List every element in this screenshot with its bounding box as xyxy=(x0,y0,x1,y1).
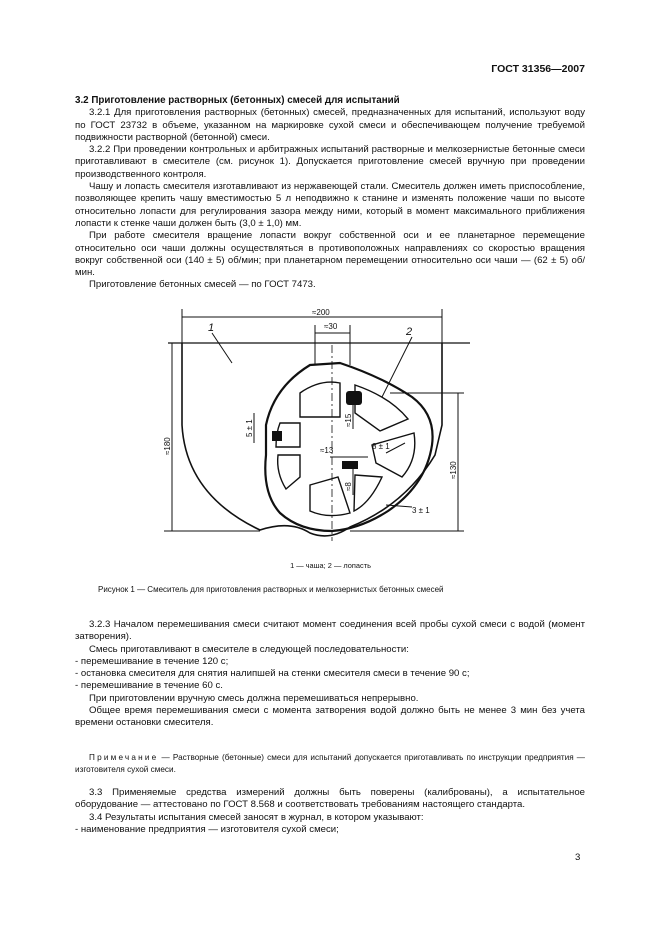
section-3-2-3 xyxy=(75,619,585,730)
section-title: 3.2 Приготовление растворных (бетонных) смесей для испытаний xyxy=(75,95,400,106)
dim-label-8b: ≈8 xyxy=(344,482,353,491)
list-item: - наименование предприятия — изготовителя сухой смеси; xyxy=(75,824,585,836)
dim-label-5: 5 ± 1 xyxy=(245,419,254,437)
label-blade: 2 xyxy=(406,326,413,338)
dim-label-15: ≈15 xyxy=(344,413,353,427)
dim-label-130: ≈130 xyxy=(449,461,458,479)
leader-line-1 xyxy=(212,333,232,363)
journal-list xyxy=(75,824,585,836)
note xyxy=(75,752,585,776)
note-text: — Растворные (бетонные) смеси для испытаний допускается приготавливать по инструкции предприятия — изготовителя сухой смеси. xyxy=(75,753,585,774)
dim-label-3: 3 ± 1 xyxy=(412,506,430,515)
paragraph-total-time: Общее время перемешивания смеси с момента затворения водой должно быть не менее 3 мин без учета времени остановки смесителя. xyxy=(75,705,585,729)
note-label: Примечание xyxy=(89,753,159,762)
label-bowl: 1 xyxy=(208,322,215,334)
mixer-figure xyxy=(150,305,480,545)
list-item: - остановка смесителя для снятия налипшей на стенки смесителя смеси в течение 90 с; xyxy=(75,668,585,680)
paragraph-sequence: Смесь приготавливают в смесителе в следующей последовательности: xyxy=(89,643,409,655)
bowl-outline xyxy=(182,343,442,536)
list-item: - перемешивание в течение 120 с; xyxy=(75,656,585,668)
dim-label-180: ≈180 xyxy=(163,437,172,455)
page-number: 3 xyxy=(575,852,581,863)
paragraph-3-4: 3.4 Результаты испытания смесей заносят в журнал, в котором указывают: xyxy=(89,812,424,823)
paragraph-3-2-1: 3.2.1 Для приготовления растворных (бетонных) смесей, предназначенных для испытаний, используют воду по ГОСТ 23732 в объеме, указанном на маркировке сухой смеси и обеспечивающем получение требуемой подвижности растворной (бетонной) смеси. xyxy=(75,107,585,143)
paragraph-bowl: Чашу и лопасть смесителя изготавливают из нержавеющей стали. Смеситель должен иметь приспособление, позволяющее крепить чашу вместимостью 5 л неподвижно к станине и изменять положение чаши по высоте относительно лопасти для регулирования зазора между ними, который в момент максимального приближения лопасти к стенке чаши должен быть (3,0 ± 1,0) мм. xyxy=(75,181,585,229)
list-item: - перемешивание в течение 60 с. xyxy=(75,680,585,692)
section-3-4 xyxy=(75,812,585,837)
sequence-list xyxy=(75,656,585,693)
dim-label-30: ≈30 xyxy=(324,322,338,331)
dim-label-8a: 8 ± 1 xyxy=(372,442,390,451)
figure-legend: 1 — чаша; 2 — лопасть xyxy=(290,561,371,570)
paragraph-3-3: 3.3 Применяемые средства измерений должны быть поверены (калиброваны), а испытательное оборудование — аттестовано по ГОСТ 8.568 и соответствовать требованиям настоящего стандарта. xyxy=(75,787,585,811)
blade-stop-left xyxy=(272,431,282,441)
paragraph-3-2-3: 3.2.3 Началом перемешивания смеси считают момент соединения всей пробы сухой смеси с водой (момент затворения). xyxy=(75,619,585,643)
dim-label-13: ≈13 xyxy=(320,446,334,455)
blade-stop-center xyxy=(342,461,358,469)
section-3-2 xyxy=(75,95,585,292)
figure-caption: Рисунок 1 — Смеситель для приготовления растворных и мелкозернистых бетонных смесей xyxy=(98,585,444,594)
paragraph-3-2-2: 3.2.2 При проведении контрольных и арбитражных испытаний растворные и мелкозернистые бетонные смеси приготавливают в смесителе (см. рисунок 1). Допускается приготовление смесей вручную при проведении производственного контроля. xyxy=(75,144,585,180)
paragraph-rotation: При работе смесителя вращение лопасти вокруг собственной оси и ее планетарное перемещение относительно оси чаши должны осуществляться в противоположных направлениях со скоростью вращения вокруг собственной оси (140 ± 5) об/мин; при планетарном перемещении относительно оси чаши — (62 ± 5) об/мин. xyxy=(75,230,585,279)
paragraph-manual: При приготовлении вручную смесь должна перемешиваться непрерывно. xyxy=(89,692,419,704)
blade-stop-top xyxy=(346,391,362,405)
dim-label-200: ≈200 xyxy=(312,308,330,317)
standard-header: ГОСТ 31356—2007 xyxy=(491,63,585,75)
paragraph-concrete: Приготовление бетонных смесей — по ГОСТ 7473. xyxy=(89,279,316,291)
section-3-3 xyxy=(75,787,585,812)
